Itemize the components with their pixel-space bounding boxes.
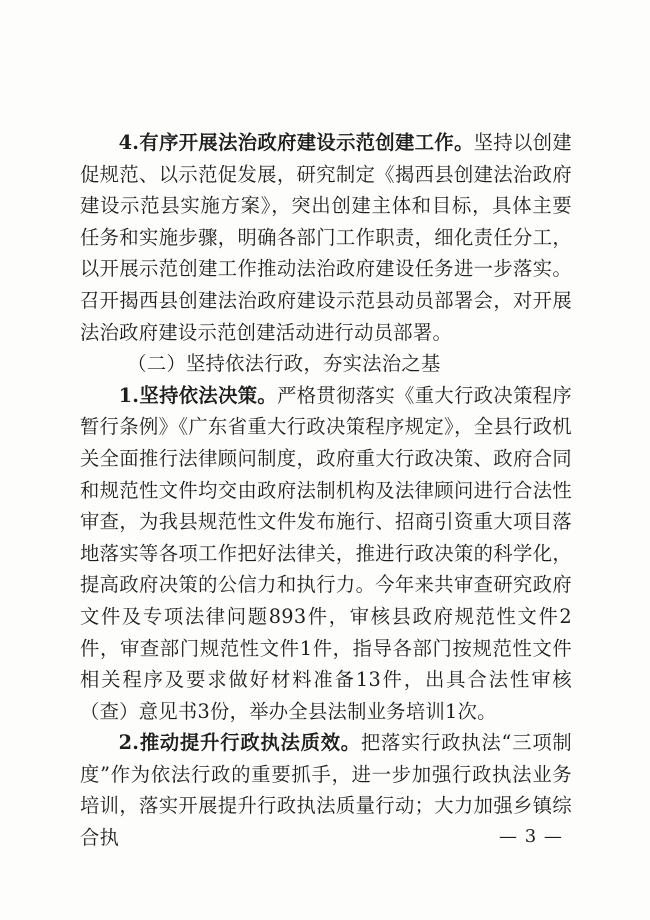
page-number: — 3 — — [499, 826, 563, 847]
paragraph-lead: 2.推动提升行政执法质效。 — [118, 731, 361, 755]
paragraph-text: 坚持以创建促规范、以示范促发展，研究制定《揭西县创建法治政府建设示范县实施方案》，突出创建主体和目标，具体主要任务和实施步骤，明确各部门工作职责，细化责任分工，以开展示范创建工作推动法治政府建设任务进一步落实。召开揭西县创建法治政府建设示范县动员部署会，对开展法治政府建设示范创建活动进行动员部署。 — [80, 131, 572, 344]
section-heading: （二）坚持依法行政，夯实法治之基 — [127, 352, 441, 376]
paragraph-lead: 1.坚持依法决策。 — [118, 383, 278, 407]
paragraph-demonstration-creation — [80, 127, 572, 348]
document-body — [80, 127, 572, 854]
paragraph-text: 严格贯彻落实《重大行政决策程序暂行条例》《广东省重大行政决策程序规定》，全县行政机关全面推行法律顾问制度，政府重大行政决策、政府合同和规范性文件均交由政府法制机构及法律顾问进行合法性审查，为我县规范性文件发布施行、招商引资重大项目落地落实等各项工作把好法律关，推进行政决策的科学化，提高政府决策的公信力和执行力。今年来共审查研究政府文件及专项法律问题893件，审核县政府规范性文件2件，审查部门规范性文件1件，指导各部门按规范性文件相关程序及要求做好材料准备13件，出具合法性审核（查）意见书3份，举办全县法制业务培训1次。 — [80, 383, 572, 723]
paragraph-lead: 4.有序开展法治政府建设示范创建工作。 — [118, 131, 474, 154]
paragraph-text: 把落实行政执法“三项制度”作为依法行政的重要抓手，进一步加强行政执法业务培训，落实开展提升行政执法质量行动；大力加强乡镇综合执 — [80, 731, 573, 850]
paragraph-lawful-decision — [80, 380, 572, 728]
